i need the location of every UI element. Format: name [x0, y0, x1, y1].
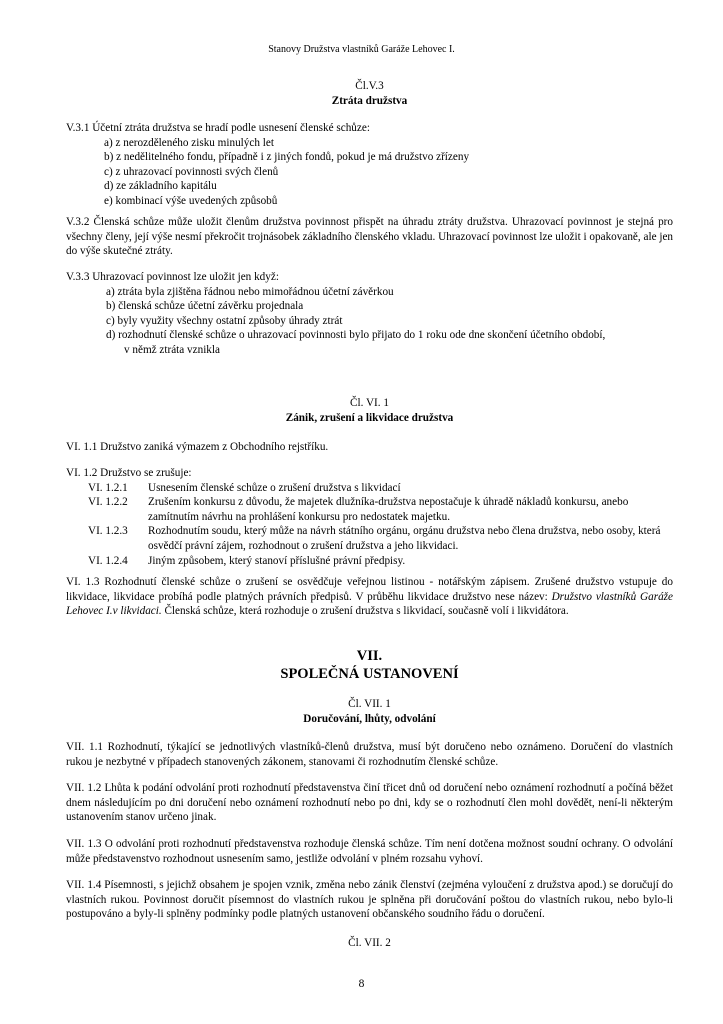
page-number: 8 — [358, 978, 365, 990]
list-item: a) z nerozděleného zisku minulých let — [104, 136, 274, 149]
list-item: d) rozhodnutí členské schůze o uhrazovací povinnosti bylo přijato do 1 roku ode dne skončení účetního období, — [106, 329, 606, 342]
list-item: d) ze základního kapitálu — [104, 180, 217, 193]
part-title: SPOLEČNÁ USTANOVENÍ — [280, 666, 459, 682]
part-heading-vii — [66, 647, 673, 683]
paragraph-intro: VI. 1.2 Družstvo se zrušuje: — [66, 467, 192, 479]
paragraph-v3-2: V.3.2 Členská schůze může uložit členům družstva povinnost přispět na úhradu ztráty družstva. Uhrazovací povinnost je stejná pro všechny členy, její výše nesmí překročit trojnásobek základního členského vkladu. Uhrazovací povinnost lze uložit i opakovaně, ale jen do výše skutečné ztráty. — [66, 216, 673, 258]
item-text: Usnesením členské schůze o zrušení družstva s likvidací — [148, 481, 401, 494]
paragraph-text: Členská schůze, která rozhoduje o zrušení družstva s likvidací, současně volí i likvidátora. — [161, 605, 569, 618]
section-heading-vii2: Čl. VII. 2 — [348, 937, 391, 949]
list-item — [66, 524, 673, 553]
item-text: Jiným způsobem, který stanoví příslušné právní předpisy. — [148, 554, 406, 567]
section-heading-vii1 — [66, 697, 673, 726]
list-item-continuation: v němž ztráta vznikla — [124, 343, 220, 356]
liquidation-name: Družstvo vlastníků Garáže Lehovec I.v likvidaci. — [66, 590, 673, 618]
list-item: c) z uhrazovací povinnosti svých členů — [104, 165, 279, 178]
paragraph-vi1-2 — [66, 466, 673, 568]
list-item: b) z nedělitelného fondu, případně i z jiných fondů, pokud je má družstvo zřízeny — [104, 151, 470, 164]
paragraph-text: VI. 1.3 Rozhodnutí členské schůze o zrušení se osvědčuje veřejnou listinou - notářským zápisem. Zrušené družstvo vstupuje do likvidace, likvidace probíhá podle platných právních předpisů. V průběhu likvidace družstvo nese název: — [66, 576, 673, 603]
list-item: b) členská schůze účetní závěrku projednala — [106, 300, 304, 313]
paragraph-v3-1 — [66, 121, 673, 209]
item-number: VI. 1.2.1 — [88, 481, 128, 494]
paragraph-intro: V.3.1 Účetní ztráta družstva se hradí podle usnesení členské schůze: — [66, 122, 370, 134]
paragraph-vi1-1: VI. 1.1 Družstvo zaniká výmazem z Obchodního rejstříku. — [66, 441, 329, 453]
running-header: Stanovy Družstva vlastníků Garáže Lehovec I. — [268, 44, 455, 55]
list-item — [66, 495, 673, 524]
section-title: Zánik, zrušení a likvidace družstva — [285, 411, 454, 424]
list-item — [66, 481, 673, 496]
list-item: e) kombinací výše uvedených způsobů — [104, 194, 278, 207]
item-text: Zrušením konkursu z důvodu, že majetek dlužníka-družstva nepostačuje k úhradě nákladů konkursu, anebo zamítnutím návrhu na prohlášení konkursu pro nedostatek majetku. — [148, 496, 629, 523]
section-title: Ztráta družstva — [331, 94, 408, 107]
paragraph-vii1-4: VII. 1.4 Písemnosti, s jejichž obsahem je spojen vznik, změna nebo zánik členství (zejména vyloučení z družstva apod.) se doručují do vlastních rukou. Povinnost doručit písemnost do vlastních rukou je splněna při doručování poštou do vlastních rukou, nebo bylo-li postupováno a byly-li splněny podmínky podle platných ustanovení občanského soudního řádu o doručení. — [66, 879, 673, 921]
section-code: Čl.V.3 — [355, 80, 384, 92]
item-text: Rozhodnutím soudu, který může na návrh státního orgánu, orgánu družstva nebo člena družstva, nebo osoby, která osvědčí právní zájem, rozhodnout o zrušení družstva a jeho likvidaci. — [148, 525, 661, 552]
list-item: a) ztráta byla zjištěna řádnou nebo mimořádnou účetní závěrkou — [106, 285, 394, 298]
paragraph-intro: V.3.3 Uhrazovací povinnost lze uložit jen když: — [66, 271, 279, 283]
paragraph-vii1-1: VII. 1.1 Rozhodnutí, týkající se jednotlivých vlastníků-členů družstva, musí být doručeno nebo oznámeno. Doručení do vlastních rukou je nezbytné v případech stanovených zákonem, stanovami či rozhodnutím členské schůze. — [66, 741, 673, 768]
list-item — [66, 554, 673, 569]
section-heading-v3 — [66, 79, 673, 108]
section-title: Doručování, lhůty, odvolání — [303, 712, 436, 725]
item-number: VI. 1.2.2 — [88, 496, 128, 509]
paragraph-v3-3 — [66, 270, 673, 358]
paragraph-vi1-3 — [66, 575, 673, 619]
section-code: Čl. VII. 1 — [348, 698, 391, 710]
part-numeral: VII. — [356, 648, 383, 664]
paragraph-vii1-2: VII. 1.2 Lhůta k podání odvolání proti rozhodnutí představenstva činí třicet dnů od doručení nebo oznámení rozhodnutí a počíná běžet dnem následujícím po dni doručení nebo oznámení rozhodnutí nebo po dni, kdy se o rozhodnutí člen mohl dovědět, není-li některým ustanovením stanov určeno jinak. — [66, 782, 673, 824]
section-heading-vi1 — [66, 396, 673, 425]
item-number: VI. 1.2.4 — [88, 554, 128, 567]
paragraph-vii1-3: VII. 1.3 O odvolání proti rozhodnutí představenstva rozhoduje členská schůze. Tím není dotčena možnost soudní ochrany. O odvolání může představenstvo rozhodnout usnesením samo, jestliže odvolání v plném rozsahu vyhoví. — [66, 838, 673, 865]
list-item: c) byly využity všechny ostatní způsoby úhrady ztrát — [106, 314, 343, 327]
section-code: Čl. VI. 1 — [350, 397, 389, 409]
item-number: VI. 1.2.3 — [88, 525, 128, 538]
